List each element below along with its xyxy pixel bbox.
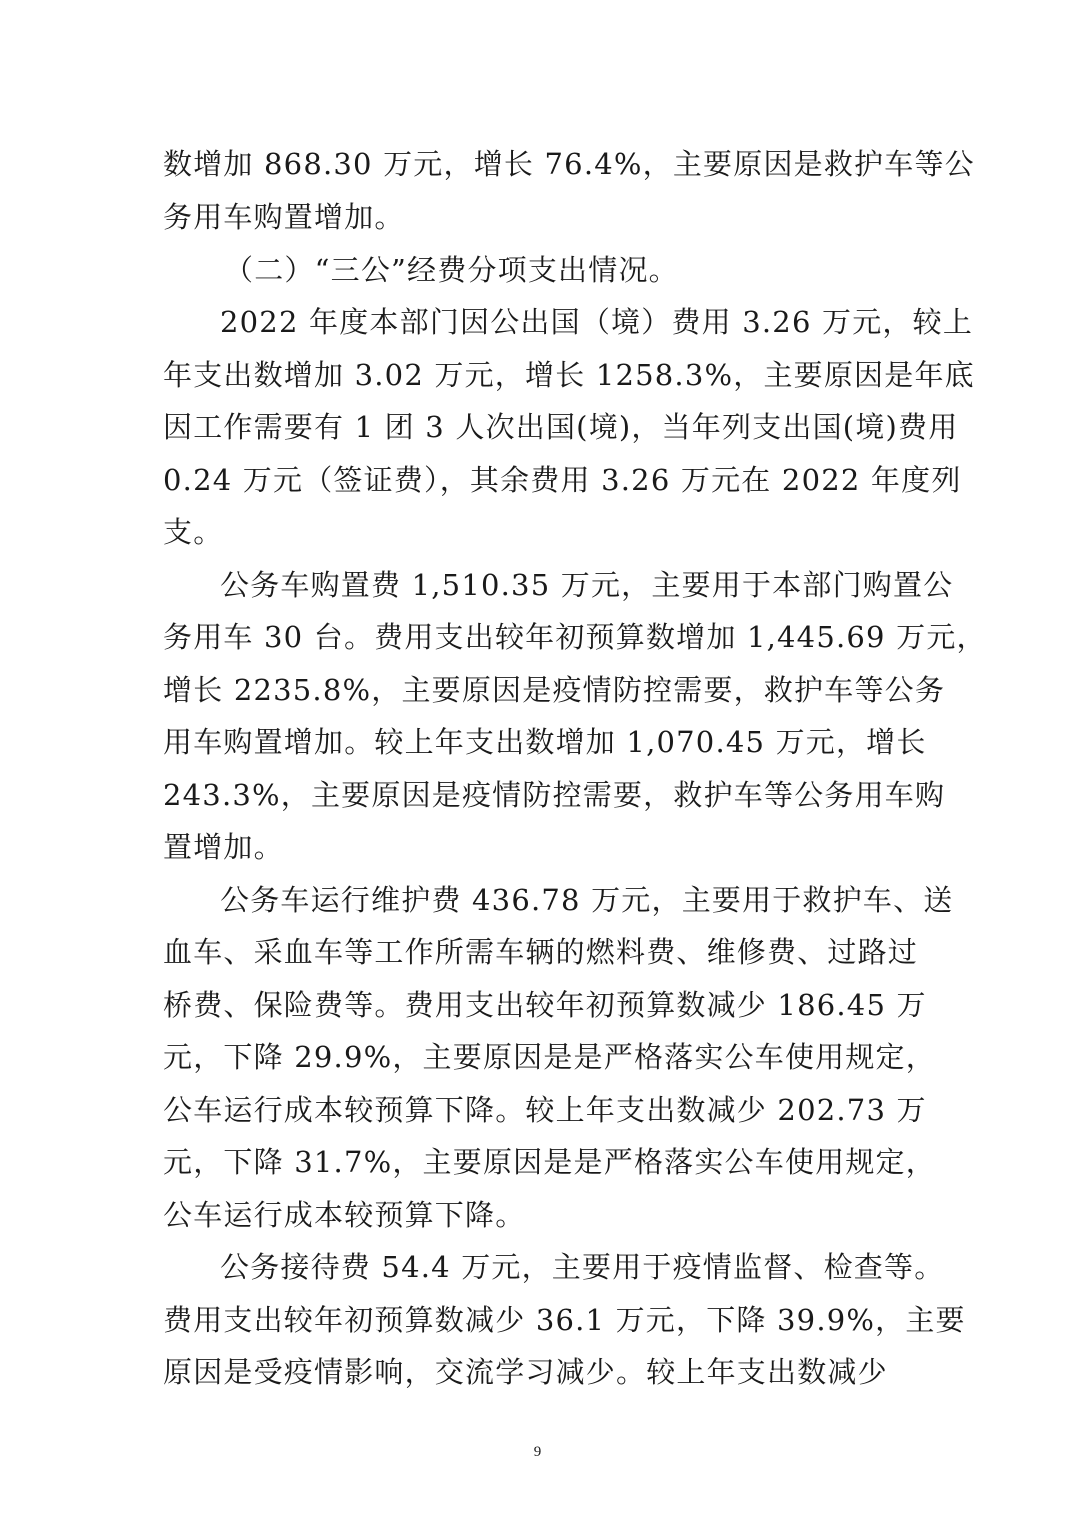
text-line: 桥费、保险费等。费用支出较年初预算数减少 186.45 万 — [163, 988, 927, 1022]
text-line: 务用车购置增加。 — [163, 200, 405, 234]
text-line: 原因是受疫情影响，交流学习减少。较上年支出数减少 — [163, 1355, 888, 1389]
text-line: 用车购置增加。较上年支出数增加 1,070.45 万元，增长 — [163, 725, 927, 759]
text-line: 公务车运行维护费 436.78 万元，主要用于救护车、送 — [220, 883, 954, 917]
text-line: 血车、采血车等工作所需车辆的燃料费、维修费、过路过 — [163, 935, 919, 969]
text-line: 公务车购置费 1,510.35 万元，主要用于本部门购置公 — [220, 568, 954, 602]
text-line: 公车运行成本较预算下降。 — [163, 1198, 526, 1232]
text-line: 支。 — [163, 515, 224, 549]
text-line: 公务接待费 54.4 万元，主要用于疫情监督、检查等。 — [220, 1250, 945, 1284]
text-line: 元，下降 29.9%，主要原因是是严格落实公车使用规定， — [163, 1040, 936, 1074]
text-line: 因工作需要有 1 团 3 人次出国(境)，当年列支出国(境)费用 — [163, 410, 959, 444]
text-line: 公车运行成本较预算下降。较上年支出数减少 202.73 万 — [163, 1093, 927, 1127]
text-line: 务用车 30 台。费用支出较年初预算数增加 1,445.69 万元， — [163, 620, 987, 654]
text-line: 0.24 万元（签证费），其余费用 3.26 万元在 2022 年度列 — [163, 463, 962, 497]
text-line: 243.3%，主要原因是疫情防控需要，救护车等公务用车购 — [163, 778, 946, 812]
text-line: 置增加。 — [163, 830, 284, 864]
text-line: 元，下降 31.7%，主要原因是是严格落实公车使用规定， — [163, 1145, 936, 1179]
page-number: 9 — [533, 1444, 542, 1460]
text-line: 增长 2235.8%，主要原因是疫情防控需要，救护车等公务 — [163, 673, 946, 707]
section-heading: （二）“三公”经费分项支出情况。 — [224, 253, 679, 287]
text-line: 费用支出较年初预算数减少 36.1 万元，下降 39.9%，主要 — [163, 1303, 966, 1337]
text-line: 2022 年度本部门因公出国（境）费用 3.26 万元，较上 — [220, 305, 974, 339]
text-line: 年支出数增加 3.02 万元，增长 1258.3%，主要原因是年底 — [163, 358, 975, 392]
text-line: 数增加 868.30 万元，增长 76.4%，主要原因是救护车等公 — [163, 147, 975, 181]
